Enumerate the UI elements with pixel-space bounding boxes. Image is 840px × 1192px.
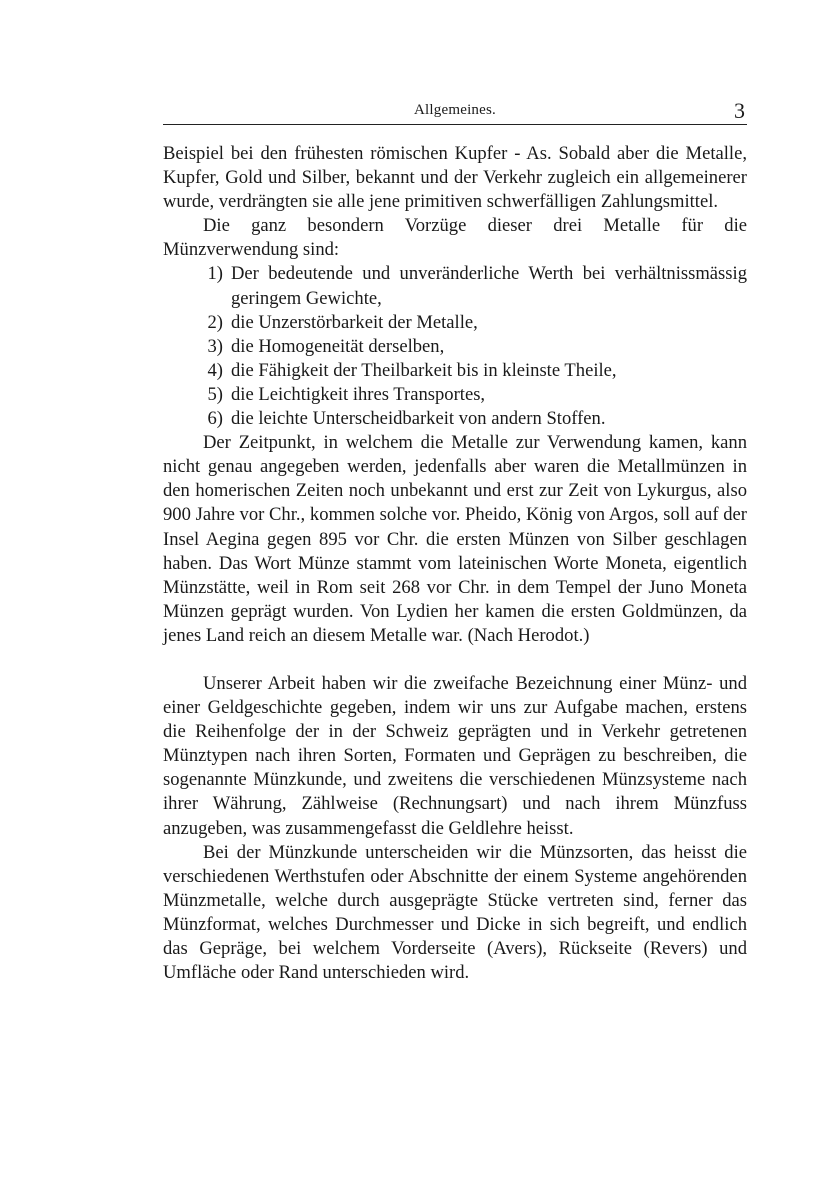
running-head: Allgemeines. (414, 102, 496, 118)
list-text: die Leichtigkeit ihres Transportes, (231, 383, 486, 405)
list-number: 1) (207, 263, 223, 285)
paragraph-4: Unserer Arbeit haben wir die zweifache Bezeichnung einer Münz- und einer Geldgeschichte gegeben, indem wir uns zur Aufgabe machen, erstens die Reihenfolge der in der Schweiz geprägten und in Verkehr getretenen Münztypen nach ihren Sorten, Formaten und Geprägen zu beschreiben, die sogenannte Münzkunde, und zweitens die verschiedenen Münzsysteme nach ihrer Währung, Zählweise (Rechnungsart) und nach ihrem Münzfuss anzugeben, was zusammengefasst die Geldlehre heisst. (163, 672, 747, 839)
paragraph-1: Beispiel bei den frühesten römischen Kupfer - As. Sobald aber die Metalle, Kupfer, Gold und Silber, bekannt und der Verkehr zugleich ein allgemeinerer wurde, verdrängten sie alle jene primitiven schwerfälligen Zahlungsmittel. (163, 143, 747, 213)
list-text: die Fähigkeit der Theilbarkeit bis in kleinste Theile, (231, 359, 617, 381)
list-number: 4) (207, 359, 223, 381)
list-item (163, 311, 747, 335)
body-text (163, 142, 747, 985)
page-number: 3 (734, 98, 745, 123)
list-item (163, 407, 747, 431)
list-item (163, 383, 747, 407)
page-header (163, 100, 747, 125)
list-item (163, 359, 747, 383)
numbered-list (163, 262, 747, 431)
list-number: 3) (207, 335, 223, 357)
list-number: 2) (207, 311, 223, 333)
list-text: die Homogeneität derselben, (231, 335, 445, 357)
list-text: die Unzerstörbarkeit der Metalle, (231, 311, 478, 333)
paragraph-5: Bei der Münzkunde unterscheiden wir die Münzsorten, das heisst die verschiedenen Werthstufen oder Abschnitte der einem Systeme angehörenden Münzmetalle, welche durch ausgeprägte Stücke vertreten sind, ferner das Münzformat, welches Durchmesser und Dicke in sich begreift, und endlich das Gepräge, bei welchem Vorderseite (Avers), Rückseite (Revers) und Umfläche oder Rand unterschieden wird. (163, 841, 747, 984)
list-item (163, 335, 747, 359)
list-number: 5) (207, 383, 223, 405)
paragraph-3: Der Zeitpunkt, in welchem die Metalle zur Verwendung kamen, kann nicht genau angegeben werden, jedenfalls aber waren die Metallmünzen in den homerischen Zeiten noch unbekannt und erst zur Zeit von Lykurgus, also 900 Jahre vor Chr., kommen solche vor. Pheido, König von Argos, soll auf der Insel Aegina gegen 895 vor Chr. die ersten Münzen von Silber geschlagen haben. Das Wort Münze stammt vom lateinischen Worte Moneta, eigentlich Münzstätte, weil in Rom seit 268 vor Chr. in dem Tempel der Juno Moneta Münzen geprägt wurden. Von Lydien her kamen die ersten Goldmünzen, da jenes Land reich an diesem Metalle war. (Nach Herodot.) (163, 432, 747, 646)
paragraph-2: Die ganz besondern Vorzüge dieser drei Metalle für die Münzverwendung sind: (163, 215, 747, 261)
section-gap (163, 648, 747, 672)
list-number: 6) (207, 408, 223, 430)
list-item (163, 262, 747, 310)
list-text: die leichte Unterscheidbarkeit von andern Stoffen. (231, 408, 606, 430)
list-text: Der bedeutende und unveränderliche Werth bei verhältnissmässig geringem Gewichte, (231, 263, 747, 309)
